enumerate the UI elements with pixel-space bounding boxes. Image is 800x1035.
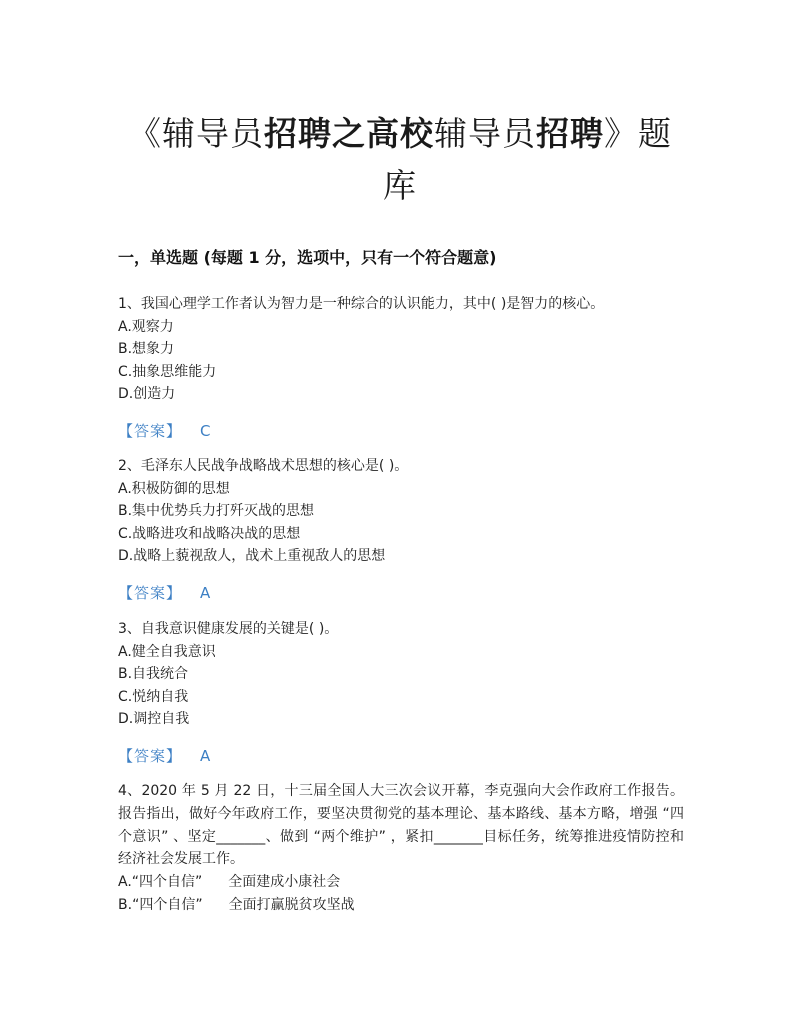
option-second: 全面打赢脱贫攻坚战 [228, 896, 355, 913]
title-part-3: 辅导员 [434, 114, 536, 153]
option-d: D.调控自我 [118, 711, 190, 727]
question-2 [118, 455, 684, 568]
title-part-2: 招聘之高校 [264, 114, 434, 153]
question-stem: 2、毛泽东人民战争战略战术思想的核心是( )。 [118, 458, 409, 474]
title-part-1: 《辅导员 [128, 114, 264, 153]
answer-2 [118, 582, 210, 603]
question-4 [118, 780, 684, 917]
answer-label: 【答案】 [118, 584, 183, 602]
answer-label: 【答案】 [118, 747, 183, 765]
question-stem: 3、自我意识健康发展的关键是( )。 [118, 621, 339, 637]
option-a: A.健全自我意识 [118, 643, 216, 660]
answer-3 [118, 745, 210, 766]
option-b: B.集中优势兵力打歼灭战的思想 [118, 503, 315, 519]
question-3 [118, 618, 684, 731]
answer-letter: A [200, 584, 211, 602]
option-a: A.观察力 [118, 318, 174, 335]
answer-letter: A [200, 747, 211, 765]
option-c: C.战略进攻和战略决战的思想 [118, 525, 301, 542]
option-b [118, 894, 684, 917]
question-1 [118, 293, 684, 406]
title-part-5: 》题 [604, 114, 672, 153]
option-d: D.创造力 [118, 386, 176, 402]
document-title [110, 108, 690, 212]
option-first: “四个自信” [131, 874, 203, 891]
option-second: 全面建成小康社会 [228, 874, 341, 891]
section-heading: 一，单选题 (每题 1 分，选项中，只有一个符合题意) [118, 248, 497, 267]
option-c: C.抽象思维能力 [118, 363, 217, 380]
title-part-4: 招聘 [536, 114, 604, 153]
option-first: “四个自信” [132, 896, 203, 913]
title-line-2: 库 [383, 166, 417, 205]
option-b: B.自我统合 [118, 666, 189, 682]
question-stem: 1、我国心理学工作者认为智力是一种综合的认识能力，其中( )是智力的核心。 [118, 296, 605, 312]
option-b: B.想象力 [118, 341, 175, 357]
option-a [118, 871, 684, 894]
question-stem: 4、2020 年 5 月 22 日，十三届全国人大三次会议开幕，李克强向大会作政府工作报告。报告指出，做好今年政府工作，要坚决贯彻党的基本理论、基本路线、基本方略，增强 “四个意识” 、坚定_______、做到 “两个维护” ，紧扣_______目标任务，统筹推进疫情防控和经济社会发展工作。 [118, 783, 684, 868]
option-c: C.悦纳自我 [118, 688, 189, 705]
answer-1 [118, 420, 211, 441]
option-a: A.积极防御的思想 [118, 480, 230, 497]
answer-letter: C [200, 422, 211, 440]
option-d: D.战略上藐视敌人，战术上重视敌人的思想 [118, 548, 386, 564]
answer-label: 【答案】 [118, 422, 183, 440]
option-letter: A. [118, 874, 132, 891]
option-letter: B. [118, 896, 133, 913]
